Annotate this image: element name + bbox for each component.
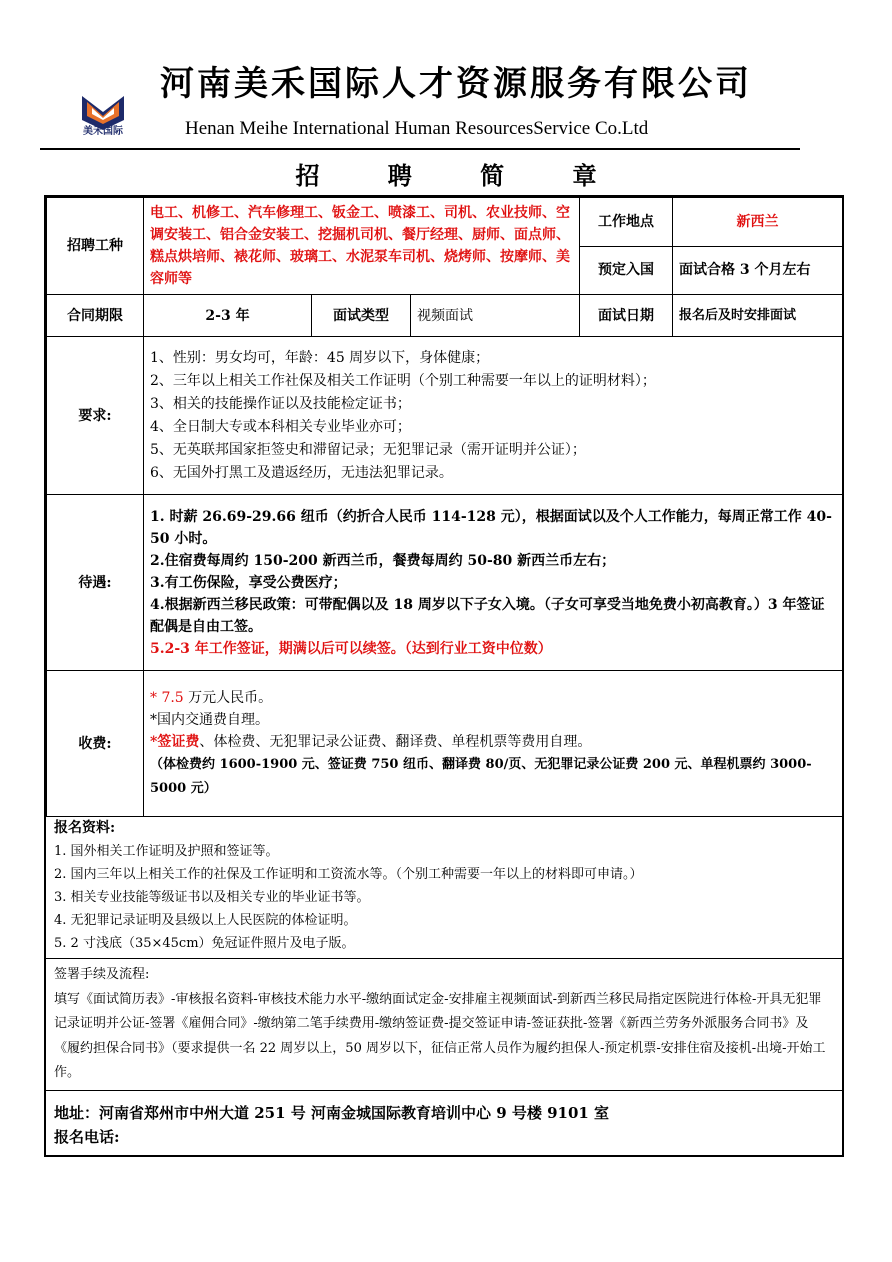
requirement-item: 6、无国外打黑工及遣返经历，无违法犯罪记录。 <box>150 464 453 481</box>
entry-value: 面试合格 3 个月左右 <box>673 246 843 295</box>
process-text: 填写《面试简历表》-审核报名资料-审核技术能力水平-缴纳面试定金-安排雇主视频面试-到新西兰移民局指定医院进行体检-开具无犯罪记录证明并公证-签署《雇佣合同》-缴纳第二笔手续费用-缴纳签证费-提交签证申请-签证获批-签署《新西兰劳务外派服务合同书》及《履约担保合同书》（要求提供一名 22 周岁以上，50 周岁以下，征信正常人员作为履约担保人-预定机票-安排住宿及接机-出境-开始工作。 <box>54 991 826 1080</box>
phone-label: 报名电话: <box>54 1128 120 1146</box>
process-heading: 签署手续及流程: <box>54 967 150 982</box>
requirement-item: 3、相关的技能操作证以及技能检定证书； <box>150 395 411 412</box>
fee-item: *签证费、体检费、无犯罪记录公证费、翻译费、单程机票等费用自理。 <box>150 733 592 750</box>
fees-list <box>144 671 843 817</box>
logo-text: 美禾国际 <box>83 126 123 137</box>
benefit-item: 4.根据新西兰移民政策：可带配偶以及 18 周岁以下子女入境。（子女可享受当地免费小初高教育。）3 年签证配偶是自由工签。 <box>150 596 825 635</box>
job-types-label: 招聘工种 <box>47 198 144 295</box>
company-logo-icon <box>70 90 136 150</box>
process-section <box>46 958 842 1086</box>
benefit-item: 3.有工伤保险，享受公费医疗； <box>150 574 347 591</box>
requirement-item: 4、全日制大专或本科相关专业毕业亦可； <box>150 418 411 435</box>
work-location-value: 新西兰 <box>673 198 843 247</box>
company-name-en: Henan Meihe International Human ResourcesService Co.Ltd <box>185 118 649 139</box>
fee-item: * 7.5 万元人民币。 <box>150 689 273 706</box>
fee-amount: * 7.5 <box>150 689 184 706</box>
letterhead <box>0 0 892 150</box>
fee-item: *国内交通费自理。 <box>150 711 269 728</box>
material-item: 3. 相关专业技能等级证书以及相关专业的毕业证书等。 <box>54 890 370 905</box>
interview-date-value: 报名后及时安排面试 <box>673 295 843 337</box>
requirements-label: 要求: <box>47 337 144 495</box>
requirement-item: 1、性别：男女均可，年龄：45 周岁以下，身体健康； <box>150 349 490 366</box>
recruitment-table <box>46 197 843 817</box>
header-divider <box>40 148 800 150</box>
interview-type-label: 面试类型 <box>312 295 411 337</box>
materials-heading: 报名资料: <box>54 820 116 836</box>
requirement-item: 5、无英联邦国家拒签史和滞留记录；无犯罪记录（需开证明并公证）； <box>150 441 586 458</box>
benefits-list <box>144 495 843 671</box>
application-materials <box>46 817 842 955</box>
material-item: 2. 国内三年以上相关工作的社保及工作证明和工资流水等。（个别工种需要一年以上的材料即可申请。） <box>54 867 643 882</box>
material-item: 5. 2 寸浅底（35×45cm）免冠证件照片及电子版。 <box>54 936 355 951</box>
document-title: 招 聘 简 章 <box>295 161 627 190</box>
fee-detail: （体检费约 1600-1900 元、签证费 750 纽币、翻译费 80/页、无犯罪记录公证费 200 元、单程机票约 3000-5000 元） <box>150 756 812 796</box>
material-item: 1. 国外相关工作证明及护照和签证等。 <box>54 844 279 859</box>
entry-label: 预定入国 <box>580 246 673 295</box>
material-item: 4. 无犯罪记录证明及县级以上人民医院的体检证明。 <box>54 913 357 928</box>
visa-fee-marker: *签证费 <box>150 733 200 750</box>
benefit-item: 2.住宿费每周约 150-200 新西兰币，餐费每周约 50-80 新西兰币左右； <box>150 552 616 569</box>
job-types-value: 电工、机修工、汽车修理工、钣金工、喷漆工、司机、农业技师、空调安装工、铝合金安装工、挖掘机司机、餐厅经理、厨师、面点师、糕点烘培师、裱花师、玻璃工、水泥泵车司机、烧烤师、按摩师、美容师等 <box>144 198 580 295</box>
benefits-label: 待遇: <box>47 495 144 671</box>
contract-value: 2-3 年 <box>144 295 312 337</box>
company-name-cn: 河南美禾国际人才资源服务有限公司 <box>160 64 752 104</box>
work-location-label: 工作地点 <box>580 198 673 247</box>
requirement-item: 2、三年以上相关工作社保及相关工作证明（个别工种需要一年以上的证明材料）； <box>150 372 656 389</box>
contract-label: 合同期限 <box>47 295 144 337</box>
fees-label: 收费: <box>47 671 144 817</box>
interview-date-label: 面试日期 <box>580 295 673 337</box>
address: 地址：河南省郑州市中州大道 251 号 河南金城国际教育培训中心 9 号楼 9101 室 <box>54 1104 610 1122</box>
benefit-highlight: 5.2-3 年工作签证，期满以后可以续签。（达到行业工资中位数） <box>150 640 552 657</box>
requirements-list <box>144 337 843 495</box>
contact-section <box>46 1090 842 1149</box>
benefit-item: 1. 时薪 26.69-29.66 纽币（约折合人民币 114-128 元），根据面试以及个人工作能力，每周正常工作 40-50 小时。 <box>150 508 832 547</box>
interview-type-value: 视频面试 <box>411 295 580 337</box>
